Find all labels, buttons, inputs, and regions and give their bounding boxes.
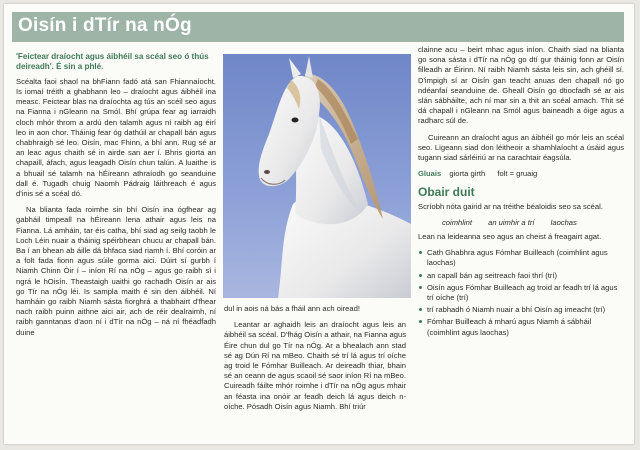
paragraph: Na blianta fada roimhe sin bhí Oisín ina ógfhear ag gabháil timpeall na hÉireann lena athair agus leis na Fianna. Lá amháin, tar éis catha, bhí siad ag seilg taobh le Loch Léin nuair a tháinig spéirbhean chucu ar chapall bán. Ba í an bhean ab áille dá bhfaca siad riamh í. Bhí coróin ar a folt fada fionn agus súile gorma aici. Dúirt sí gurbh í Niamh Chinn Óir í – iníon Rí na nÓg – agus go raibh sí i ngrá le hOisín. Theastaigh uaithi go rachadh Oisín ar ais go Tír na nÓg léi. Is sampla maith é sin den áibhéil. Ní hamháin go raibh Niamh sásta fiorghrá a thabhairt d'fhear nach raibh puinn aithne aici air, ach de réir dealraimh, ní raibh ganntanas d'aon ní i dTír na nÓg – ná ní fhéadfadh duine xyxy=(16,205,216,337)
middle-column xyxy=(224,304,406,418)
list-item: Fómhar Builleach á mharú agus Niamh á sábháil (coimhlint agus laochas) xyxy=(418,317,624,337)
list-item: an capall bán ag seitreach faoi thrí (trí) xyxy=(418,271,624,281)
glossary-term: folt = gruaig xyxy=(497,169,538,179)
title-bar xyxy=(12,12,624,42)
key-word: an uimhir a trí xyxy=(488,217,535,227)
list-item: Cath Ghabhra agus Fómhar Builleach (coimhlint agus laochas) xyxy=(418,248,624,268)
glossary xyxy=(418,169,624,179)
page-title: Oisín i dTír na nÓg xyxy=(18,15,192,36)
lead-question: 'Feictear draíocht agus áibhéil sa scéal seo ó thús deireadh'. É sin a phlé. xyxy=(16,52,209,72)
left-column xyxy=(16,52,216,344)
task-list xyxy=(418,248,624,338)
list-item: Oisín agus Fómhar Builleach ag troid ar feadh trí lá agus trí oíche (trí) xyxy=(418,283,624,303)
key-word: laochas xyxy=(550,217,577,227)
key-word: coimhlint xyxy=(442,217,472,227)
paragraph: dul in aois ná bás a fháil ann ach oiread! xyxy=(224,304,360,313)
section-title: Obair duit xyxy=(418,185,475,200)
paragraph: Leantar ar aghaidh leis an draíocht agus leis an áibhéil sa scéal. D'fhág Oisín a athair, na Fianna agus Éire chun dul go Tír na nÓg. Ar a bhealach ann stad sé ag Dún Rí na mBeo. Chaith sé trí lá agus trí oíche ag troid le Fómhar Builleach. Ar deireadh thiar, bhain sé an ceann de agus scaoil sé saor iníon Rí na mBeo. Cuireadh fáilte mhór roimhe i dTír na nÓg agus mhair an féasta ina onóir ar feadh deich lá agus deich n-oíche. Pósadh Oisín agus Niamh. Bhí triúr xyxy=(224,320,406,411)
paragraph: Scéalta faoi shaol na bhFiann fadó atá san Fhiannaíocht. Is iomaí tréith a ghabhann leo – draíocht agus áibhéil ina measc. Feictear blas na draíochta ag tús an scéil seo agus na Fianna i nGleann na Smól. Bhí grúpa fear ag iarraidh cloch mhór throm a ardú den talamh agus ní raibh ag éirí leo in aon chor. Tháinig fear óg dathúil ar chapall bán agus chabhraigh sé leo. Oisín, mac Fhinn, a bhí ann. Rug sé ar an leac agus chaith sé in airde san aer í. Bhris giorta an chapaill, áfach, agus leagadh Oisín chun talún. A luaithe is a bhuail sé talamh na hÉireann athraíodh go seanduine dall é. Tugadh chuig Naomh Pádraig láithreach é agus d'inis sé a scéal dó. xyxy=(16,76,216,199)
key-words xyxy=(418,218,624,228)
right-column xyxy=(418,45,624,340)
textbook-page xyxy=(4,4,634,444)
paragraph: clainne acu – beirt mhac agus iníon. Chaith siad na blianta go sona sásta i dTír na nÓg go dtí gur tháinig fonn ar Oisín filleadh ar Éirinn. Ní raibh Niamh sásta leis sin, ach ghéill sí. D'impigh sí ar Oisín gan teacht anuas den chapall nó go ndéanfaí seanduine de. Gheall Oisín go dtiocfadh sé ar ais slán sábháilte, ach ní mar sin a thit an scéal amach. Thit sé dá chapall i nGleann na Smól agus baineadh a óige agus a radharc súl de. xyxy=(418,45,624,126)
instructions: Lean na leideanna seo agus an cheist á freagairt agat. xyxy=(418,232,602,242)
instructions: Scríobh nóta gairid ar na tréithe béaloidis seo sa scéal. xyxy=(418,201,603,211)
paragraph: Cuireann an draíocht agus an áibhéil go mór leis an scéal seo. Ligeann siad don léitheoir a shamhlaíocht a úsáid agus tugann siad sárléiriú ar na carachtair éagsúla. xyxy=(418,132,624,163)
glossary-term: giorta girth xyxy=(449,169,486,179)
glossary-label: Gluais xyxy=(418,169,442,179)
white-horse-photo xyxy=(223,54,411,298)
list-item: trí rabhadh ó Niamh nuair a bhí Oisín ag imeacht (trí) xyxy=(418,305,624,315)
